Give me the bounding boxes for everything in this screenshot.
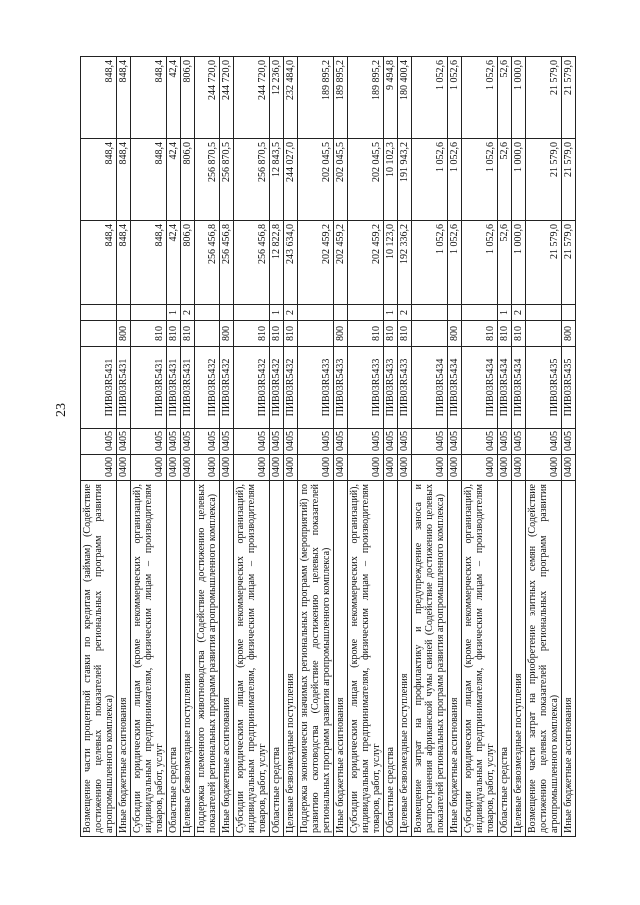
row-funding-source: 2 <box>284 305 298 321</box>
table-row <box>448 57 462 837</box>
row-amount-2: 848,4 <box>117 139 131 221</box>
row-expense-type <box>526 321 562 347</box>
row-name: Поддержка племенного животноводства (Содействие достижению целевых показателей региональных программ развития агропромышленного комплекса) <box>195 481 220 837</box>
row-amount-3: 232 484,0 <box>284 57 298 139</box>
row-target-article: ПИВ03R5434 <box>448 347 462 429</box>
table-row <box>462 57 498 837</box>
row-target-article: ПИВ03R5434 <box>462 347 498 429</box>
row-subsection-code: 0405 <box>412 429 448 455</box>
row-name: Субсидии юридическим лицам (кроме некоммерческих организаций), индивидуальным предпринимателям, физическим лицам – производителям товаров, работ, услуг <box>131 481 167 837</box>
row-expense-type: 800 <box>220 321 234 347</box>
row-amount-2: 1 052,6 <box>462 139 498 221</box>
row-name: Субсидии юридическим лицам (кроме некоммерческих организаций), индивидуальным предпринимателям, физическим лицам – производителям товаров, работ, услуг <box>462 481 498 837</box>
row-target-article: ПИВ03R5433 <box>348 347 384 429</box>
row-amount-1: 256 456,8 <box>220 221 234 305</box>
table-row <box>562 57 576 837</box>
row-funding-source <box>334 305 348 321</box>
table-row <box>348 57 384 837</box>
row-name: Областные средства <box>270 481 284 837</box>
row-amount-3: 42,4 <box>167 57 181 139</box>
row-amount-1: 1 052,6 <box>412 221 448 305</box>
row-section-code: 0400 <box>526 455 562 481</box>
row-name: Субсидии юридическим лицам (кроме некоммерческих организаций), индивидуальным предпринимателям, физическим лицам – производителям товаров, работ, услуг <box>234 481 270 837</box>
row-amount-1: 202 459,2 <box>348 221 384 305</box>
row-expense-type: 800 <box>448 321 462 347</box>
row-funding-source <box>526 305 562 321</box>
page-number: 23 <box>54 403 69 417</box>
row-section-code: 0400 <box>131 455 167 481</box>
row-subsection-code: 0405 <box>348 429 384 455</box>
row-subsection-code: 0405 <box>81 429 117 455</box>
row-amount-1: 848,4 <box>117 221 131 305</box>
row-subsection-code: 0405 <box>181 429 195 455</box>
table-row <box>526 57 562 837</box>
row-amount-1: 12 822,8 <box>270 221 284 305</box>
row-name: Поддержка экономически значимых региональных программ (мероприятий) по развитию скотоводства (Содействие достижению целевых показателей региональных программ развития агропромышленного комплекса) <box>298 481 334 837</box>
row-expense-type: 810 <box>398 321 412 347</box>
table-row <box>412 57 448 837</box>
row-expense-type: 810 <box>384 321 398 347</box>
row-amount-3: 244 720,0 <box>220 57 234 139</box>
row-amount-3: 189 895,2 <box>334 57 348 139</box>
row-amount-1: 52,6 <box>498 221 512 305</box>
table-row <box>284 57 298 837</box>
row-target-article: ПИВ03R5435 <box>562 347 576 429</box>
row-subsection-code: 0405 <box>117 429 131 455</box>
row-subsection-code: 0405 <box>398 429 412 455</box>
row-target-article: ПИВ03R5431 <box>117 347 131 429</box>
row-amount-1: 848,4 <box>131 221 167 305</box>
row-subsection-code: 0405 <box>526 429 562 455</box>
row-name: Иные бюджетные ассигнования <box>448 481 462 837</box>
row-target-article: ПИВ03R5431 <box>181 347 195 429</box>
row-amount-2: 202 045,5 <box>334 139 348 221</box>
row-section-code: 0400 <box>81 455 117 481</box>
row-target-article: ПИВ03R5431 <box>167 347 181 429</box>
row-funding-source <box>298 305 334 321</box>
row-amount-3: 244 720,0 <box>195 57 220 139</box>
table-row <box>131 57 167 837</box>
row-target-article: ПИВ03R5431 <box>131 347 167 429</box>
row-target-article: ПИВ03R5432 <box>270 347 284 429</box>
row-amount-2: 202 045,5 <box>348 139 384 221</box>
row-subsection-code: 0405 <box>284 429 298 455</box>
row-funding-source <box>412 305 448 321</box>
row-expense-type: 810 <box>498 321 512 347</box>
row-name: Целевые безвозмездные поступления <box>181 481 195 837</box>
table-row <box>334 57 348 837</box>
row-target-article: ПИВ03R5434 <box>512 347 526 429</box>
row-subsection-code: 0405 <box>462 429 498 455</box>
row-funding-source <box>348 305 384 321</box>
row-amount-2: 256 870,5 <box>195 139 220 221</box>
row-subsection-code: 0405 <box>498 429 512 455</box>
row-funding-source <box>562 305 576 321</box>
row-amount-2: 202 045,5 <box>298 139 334 221</box>
row-amount-3: 1 052,6 <box>412 57 448 139</box>
row-amount-2: 52,6 <box>498 139 512 221</box>
row-amount-2: 244 027,0 <box>284 139 298 221</box>
row-expense-type: 810 <box>167 321 181 347</box>
row-section-code: 0400 <box>398 455 412 481</box>
row-amount-2: 21 579,0 <box>562 139 576 221</box>
row-expense-type: 800 <box>334 321 348 347</box>
row-amount-1: 202 459,2 <box>298 221 334 305</box>
row-name: Иные бюджетные ассигнования <box>117 481 131 837</box>
row-funding-source: 1 <box>167 305 181 321</box>
row-amount-2: 21 579,0 <box>526 139 562 221</box>
row-name: Областные средства <box>498 481 512 837</box>
row-section-code: 0400 <box>234 455 270 481</box>
row-section-code: 0400 <box>181 455 195 481</box>
row-amount-1: 256 456,8 <box>234 221 270 305</box>
row-funding-source: 1 <box>384 305 398 321</box>
row-amount-1: 1 000,0 <box>512 221 526 305</box>
row-subsection-code: 0405 <box>220 429 234 455</box>
row-amount-1: 256 456,8 <box>195 221 220 305</box>
row-amount-3: 1 052,6 <box>462 57 498 139</box>
table-row <box>398 57 412 837</box>
row-amount-3: 244 720,0 <box>234 57 270 139</box>
row-name: Целевые безвозмездные поступления <box>512 481 526 837</box>
row-target-article: ПИВ03R5431 <box>81 347 117 429</box>
row-amount-3: 1 052,6 <box>448 57 462 139</box>
row-subsection-code: 0405 <box>131 429 167 455</box>
row-expense-type: 810 <box>284 321 298 347</box>
row-amount-3: 21 579,0 <box>526 57 562 139</box>
row-target-article: ПИВ03R5432 <box>195 347 220 429</box>
table-row <box>220 57 234 837</box>
row-subsection-code: 0405 <box>234 429 270 455</box>
row-amount-3: 848,4 <box>81 57 117 139</box>
row-name: Возмещение части процентной ставки по кредитам (займам) (Содействие достижению целевых показателей региональных программ развития агропромышленного комплекса) <box>81 481 117 837</box>
row-amount-2: 848,4 <box>81 139 117 221</box>
row-amount-2: 10 102,3 <box>384 139 398 221</box>
row-amount-3: 848,4 <box>117 57 131 139</box>
row-amount-1: 10 123,0 <box>384 221 398 305</box>
row-funding-source <box>220 305 234 321</box>
row-amount-2: 191 943,2 <box>398 139 412 221</box>
row-section-code: 0400 <box>117 455 131 481</box>
row-name: Субсидии юридическим лицам (кроме некоммерческих организаций), индивидуальным предпринимателям, физическим лицам – производителям товаров, работ, услуг <box>348 481 384 837</box>
table-row <box>384 57 398 837</box>
row-amount-3: 12 236,0 <box>270 57 284 139</box>
row-amount-1: 192 336,2 <box>398 221 412 305</box>
row-expense-type: 810 <box>131 321 167 347</box>
row-section-code: 0400 <box>348 455 384 481</box>
row-section-code: 0400 <box>498 455 512 481</box>
row-name: Областные средства <box>167 481 181 837</box>
row-subsection-code: 0405 <box>195 429 220 455</box>
row-funding-source <box>81 305 117 321</box>
row-funding-source: 1 <box>270 305 284 321</box>
row-funding-source: 1 <box>498 305 512 321</box>
table-row <box>270 57 284 837</box>
row-target-article: ПИВ03R5434 <box>498 347 512 429</box>
row-expense-type: 810 <box>181 321 195 347</box>
row-amount-3: 180 400,4 <box>398 57 412 139</box>
row-amount-1: 243 634,0 <box>284 221 298 305</box>
row-target-article: ПИВ03R5433 <box>398 347 412 429</box>
table-row <box>81 57 117 837</box>
row-expense-type: 810 <box>348 321 384 347</box>
row-amount-2: 806,0 <box>181 139 195 221</box>
row-amount-2: 42,4 <box>167 139 181 221</box>
row-section-code: 0400 <box>284 455 298 481</box>
row-target-article: ПИВ03R5433 <box>334 347 348 429</box>
row-section-code: 0400 <box>195 455 220 481</box>
budget-table-body <box>81 57 576 837</box>
rotated-table-container <box>80 57 580 837</box>
row-target-article: ПИВ03R5433 <box>298 347 334 429</box>
row-amount-3: 848,4 <box>131 57 167 139</box>
row-expense-type <box>81 321 117 347</box>
row-funding-source: 2 <box>181 305 195 321</box>
row-section-code: 0400 <box>167 455 181 481</box>
row-section-code: 0400 <box>270 455 284 481</box>
row-expense-type: 810 <box>462 321 498 347</box>
row-amount-2: 12 843,5 <box>270 139 284 221</box>
row-amount-1: 202 459,2 <box>334 221 348 305</box>
row-funding-source: 2 <box>512 305 526 321</box>
row-funding-source <box>234 305 270 321</box>
row-amount-2: 1 052,6 <box>412 139 448 221</box>
row-amount-1: 21 579,0 <box>562 221 576 305</box>
row-funding-source <box>195 305 220 321</box>
row-subsection-code: 0405 <box>562 429 576 455</box>
row-section-code: 0400 <box>562 455 576 481</box>
row-target-article: ПИВ03R5434 <box>412 347 448 429</box>
row-amount-1: 21 579,0 <box>526 221 562 305</box>
row-amount-3: 21 579,0 <box>562 57 576 139</box>
row-amount-3: 189 895,2 <box>298 57 334 139</box>
row-expense-type <box>412 321 448 347</box>
row-section-code: 0400 <box>334 455 348 481</box>
row-name: Областные средства <box>384 481 398 837</box>
row-expense-type: 810 <box>234 321 270 347</box>
row-subsection-code: 0405 <box>384 429 398 455</box>
row-subsection-code: 0405 <box>298 429 334 455</box>
table-row <box>234 57 270 837</box>
row-amount-3: 1 000,0 <box>512 57 526 139</box>
row-amount-2: 256 870,5 <box>220 139 234 221</box>
row-expense-type: 800 <box>117 321 131 347</box>
row-funding-source <box>117 305 131 321</box>
row-subsection-code: 0405 <box>448 429 462 455</box>
table-row <box>181 57 195 837</box>
row-target-article: ПИВ03R5432 <box>234 347 270 429</box>
row-amount-1: 1 052,6 <box>462 221 498 305</box>
row-name: Иные бюджетные ассигнования <box>334 481 348 837</box>
row-target-article: ПИВ03R5432 <box>284 347 298 429</box>
row-amount-3: 52,6 <box>498 57 512 139</box>
row-name: Целевые безвозмездные поступления <box>398 481 412 837</box>
row-amount-1: 848,4 <box>81 221 117 305</box>
row-funding-source: 2 <box>398 305 412 321</box>
row-amount-2: 848,4 <box>131 139 167 221</box>
row-expense-type: 810 <box>270 321 284 347</box>
row-name: Целевые безвозмездные поступления <box>284 481 298 837</box>
row-amount-3: 806,0 <box>181 57 195 139</box>
table-row <box>167 57 181 837</box>
row-section-code: 0400 <box>220 455 234 481</box>
row-amount-1: 42,4 <box>167 221 181 305</box>
row-target-article: ПИВ03R5433 <box>384 347 398 429</box>
table-row <box>298 57 334 837</box>
row-section-code: 0400 <box>384 455 398 481</box>
row-expense-type: 800 <box>562 321 576 347</box>
row-section-code: 0400 <box>412 455 448 481</box>
row-funding-source <box>462 305 498 321</box>
table-row <box>117 57 131 837</box>
row-expense-type <box>195 321 220 347</box>
budget-table <box>80 56 576 837</box>
row-amount-2: 256 870,5 <box>234 139 270 221</box>
row-subsection-code: 0405 <box>167 429 181 455</box>
row-name: Возмещение части затрат на приобретение элитных семян (Содействие достижению целевых показателей региональных программ развития агропромышленного комплекса) <box>526 481 562 837</box>
row-target-article: ПИВ03R5435 <box>526 347 562 429</box>
row-amount-1: 806,0 <box>181 221 195 305</box>
row-section-code: 0400 <box>298 455 334 481</box>
row-target-article: ПИВ03R5432 <box>220 347 234 429</box>
row-expense-type: 810 <box>512 321 526 347</box>
row-name: Иные бюджетные ассигнования <box>562 481 576 837</box>
row-funding-source <box>448 305 462 321</box>
row-amount-2: 1 000,0 <box>512 139 526 221</box>
row-section-code: 0400 <box>448 455 462 481</box>
table-row <box>512 57 526 837</box>
row-subsection-code: 0405 <box>334 429 348 455</box>
row-name: Возмещение затрат на профилактику и предупреждение заноса и распространения африканской чумы свиней (Содействие достижению целевых показателей региональных программ развития агропромышленного комплекса) <box>412 481 448 837</box>
row-subsection-code: 0405 <box>512 429 526 455</box>
row-amount-3: 9 494,8 <box>384 57 398 139</box>
row-amount-2: 1 052,6 <box>448 139 462 221</box>
table-row <box>195 57 220 837</box>
row-subsection-code: 0405 <box>270 429 284 455</box>
row-name: Иные бюджетные ассигнования <box>220 481 234 837</box>
row-section-code: 0400 <box>512 455 526 481</box>
row-funding-source <box>131 305 167 321</box>
row-amount-3: 189 895,2 <box>348 57 384 139</box>
row-section-code: 0400 <box>462 455 498 481</box>
table-row <box>498 57 512 837</box>
row-expense-type <box>298 321 334 347</box>
row-amount-1: 1 052,6 <box>448 221 462 305</box>
